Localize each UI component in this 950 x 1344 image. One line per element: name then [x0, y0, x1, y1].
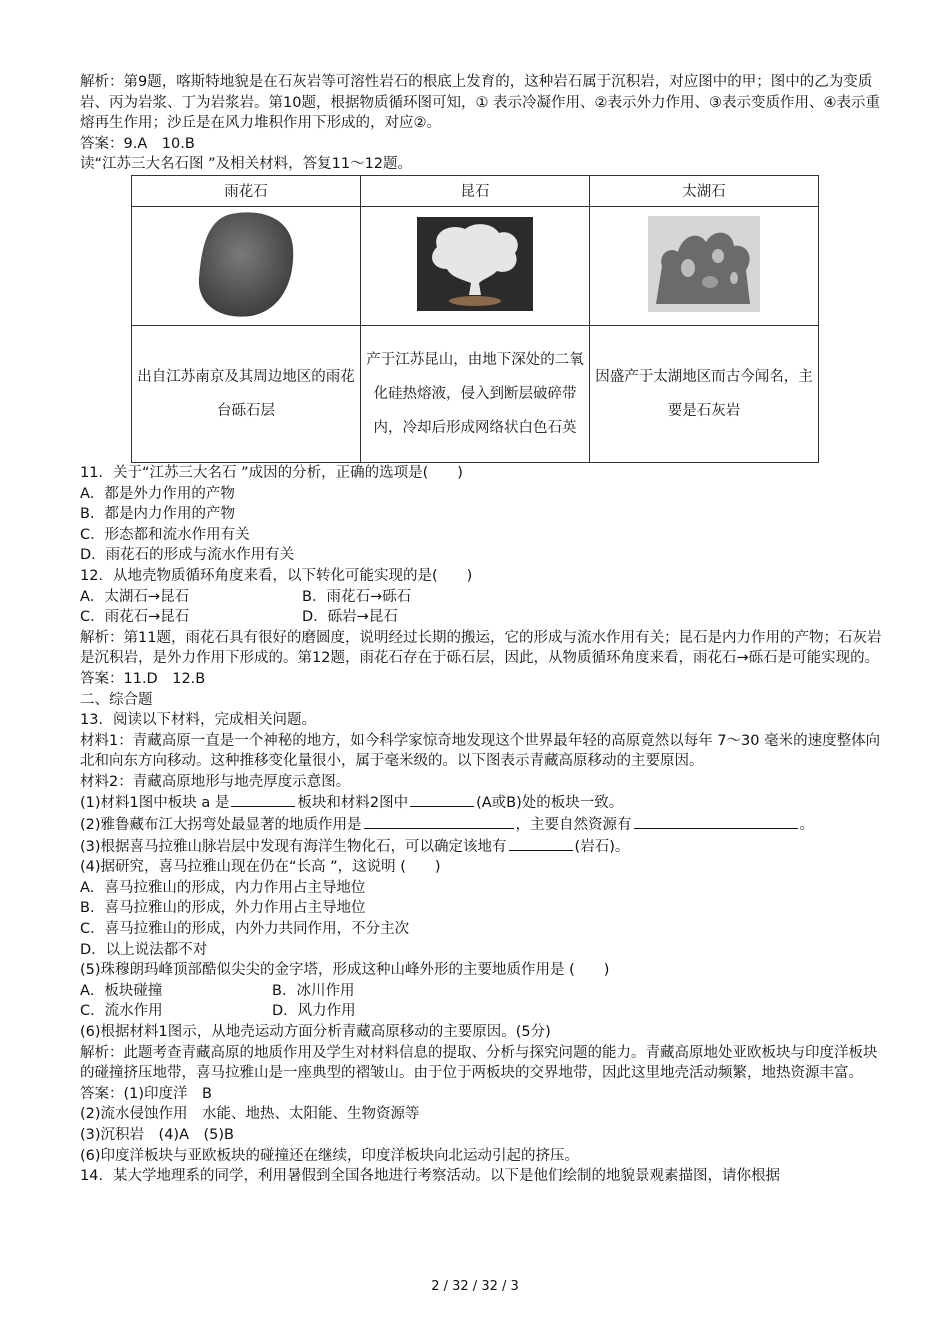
- header-taihu: 太湖石: [590, 175, 819, 206]
- kun-stone-image: [361, 206, 590, 325]
- question-11: 11．关于“江苏三大名石 ”成因的分析，正确的选项是( ): [80, 464, 463, 481]
- blank-1b: [410, 792, 474, 807]
- yuhua-stone-image: [132, 206, 361, 325]
- sub4-option-d: D．以上说法都不对: [80, 941, 208, 958]
- q11-option-d: D．雨花石的形成与流水作用有关: [80, 547, 295, 564]
- answer-9-10: 答案：9.A 10.B: [80, 135, 195, 152]
- answer-13-line-1: 答案：(1)印度洋 B: [80, 1085, 212, 1102]
- blank-1a: [231, 792, 295, 807]
- q11-option-c: C．形态都和流水作用有关: [80, 526, 250, 543]
- sub5-option-b: B．冰川作用: [272, 982, 355, 999]
- header-kun: 昆石: [361, 175, 590, 206]
- sub5-option-d: D．风力作用: [272, 1003, 356, 1020]
- question-12: 12．从地壳物质循环角度来看，以下转化可能实现的是( ): [80, 567, 473, 584]
- sub5-options-row1: [68, 981, 888, 1002]
- answer-13-line-4: (6)印度洋板块与亚欧板块的碰撞还在继续，印度洋板块向北运动引起的挤压。: [80, 1147, 580, 1164]
- material-2: 材料2：青藏高原地形与地壳厚度示意图。: [80, 773, 351, 790]
- answer-11-12: 答案：11.D 12.B: [80, 670, 206, 687]
- q11-option-b: B．都是内力作用的产物: [80, 506, 235, 523]
- q12-options-row2: [68, 607, 888, 628]
- desc-yuhua: 出自江苏南京及其周边地区的雨花台砾石层: [132, 325, 361, 462]
- header-yuhua: 雨花石: [132, 175, 361, 206]
- q12-option-a: A．太湖石→昆石: [80, 588, 190, 605]
- sub4-option-b: B．喜马拉雅山的形成，外力作用占主导地位: [80, 900, 366, 917]
- page-footer: 2 / 32 / 32 / 3: [431, 1279, 519, 1294]
- analysis-9-10: 解析：第9题，喀斯特地貌是在石灰岩等可溶性岩石的根底上发育的，这种岩石属于沉积岩，对应图中的甲；图中的乙为变质岩、丙为岩浆、丁为岩浆岩。第10题，根据物质循环图可知，① 表示冷凝作用、②表示外力作用、③表示变质作用、④表示重熔再生作用；沙丘是在风力堆积作用下形成的，对应②。: [80, 74, 881, 132]
- sub5-options-row2: [68, 1001, 888, 1022]
- blank-2a: [364, 814, 514, 829]
- analysis-11-12: 解析：第11题，雨花石具有很好的磨圆度，说明经过长期的搬运，它的形成与流水作用有关；昆石是内力作用的产物；石灰岩是沉积岩，是外力作用下形成的。第12题，雨花石存在于砾石层，因此，从物质循环角度来看，雨花石→砾石是可能实现的。: [80, 629, 882, 667]
- sub5-option-c: C．流水作用: [80, 1003, 163, 1020]
- sub-question-6: (6)根据材料1图示，从地壳运动方面分析青藏高原移动的主要原因。(5分): [80, 1024, 551, 1040]
- analysis-13: 解析：此题考查青藏高原的地质作用及学生对材料信息的提取、分析与探究问题的能力。青藏高原地处亚欧板块与印度洋板块的碰撞挤压地带，喜马拉雅山是一座典型的褶皱山。由于位于两板块的交界地带，因此这里地壳活动频繁，地热资源丰富。: [80, 1044, 878, 1082]
- q12-option-b: B．雨花石→砾石: [302, 588, 412, 605]
- sub5-option-a: A．板块碰撞: [80, 982, 163, 999]
- sub-question-2: (2)雅鲁藏布江大拐弯处最显著的地质作用是 ，主要自然资源有 。: [68, 814, 888, 836]
- material-1: 材料1：青藏高原一直是一个神秘的地方，如今科学家惊奇地发现这个世界最年轻的高原竟然以每年 7～30 毫米的速度整体向北和向东方向移动。这种推移变化量很小，属于毫米级的。以下图表示青藏高原移动的主要原因。: [80, 732, 881, 770]
- blank-3: [509, 836, 573, 851]
- q12-option-c: C．雨花石→昆石: [80, 609, 190, 626]
- intro-11-12: 读“江苏三大名石图 ”及相关材料，答复11～12题。: [80, 156, 413, 173]
- document-page: [68, 72, 888, 1187]
- question-13: 13．阅读以下材料，完成相关问题。: [80, 712, 316, 729]
- sub-question-1: (1)材料1图中板块 a 是 板块和材料2图中 (A或B)处的板块一致。: [68, 792, 888, 814]
- stones-table: [131, 175, 819, 463]
- taihu-stone-image: [590, 206, 819, 325]
- section-heading: 二、综合题: [80, 691, 153, 708]
- answer-13-line-3: (3)沉积岩 (4)A (5)B: [80, 1126, 234, 1143]
- q12-options-row1: [68, 587, 888, 608]
- blank-2b: [634, 814, 798, 829]
- q12-option-d: D．砾岩→昆石: [302, 609, 398, 626]
- answer-13-line-2: (2)流水侵蚀作用 水能、地热、太阳能、生物资源等: [80, 1106, 420, 1123]
- q11-option-a: A．都是外力作用的产物: [80, 485, 235, 502]
- sub4-option-c: C．喜马拉雅山的形成，内外力共同作用，不分主次: [80, 921, 410, 938]
- question-14: 14．某大学地理系的同学，利用暑假到全国各地进行考察活动。以下是他们绘制的地貌景观素描图，请你根据: [80, 1168, 780, 1185]
- sub4-option-a: A．喜马拉雅山的形成，内力作用占主导地位: [80, 879, 366, 896]
- desc-kun: 产于江苏昆山，由地下深处的二氧化硅热熔液，侵入到断层破碎带内，冷却后形成网络状白色石英: [361, 325, 590, 462]
- sub-question-4: (4)据研究，喜马拉雅山现在仍在“长高 ”，这说明 ( ): [80, 859, 441, 876]
- sub-question-5: (5)珠穆朗玛峰顶部酷似尖尖的金字塔，形成这种山峰外形的主要地质作用是 ( ): [80, 962, 610, 979]
- sub-question-3: (3)根据喜马拉雅山脉岩层中发现有海洋生物化石，可以确定该地有 (岩石)。: [68, 836, 888, 858]
- desc-taihu: 因盛产于太湖地区而古今闻名，主要是石灰岩: [590, 325, 819, 462]
